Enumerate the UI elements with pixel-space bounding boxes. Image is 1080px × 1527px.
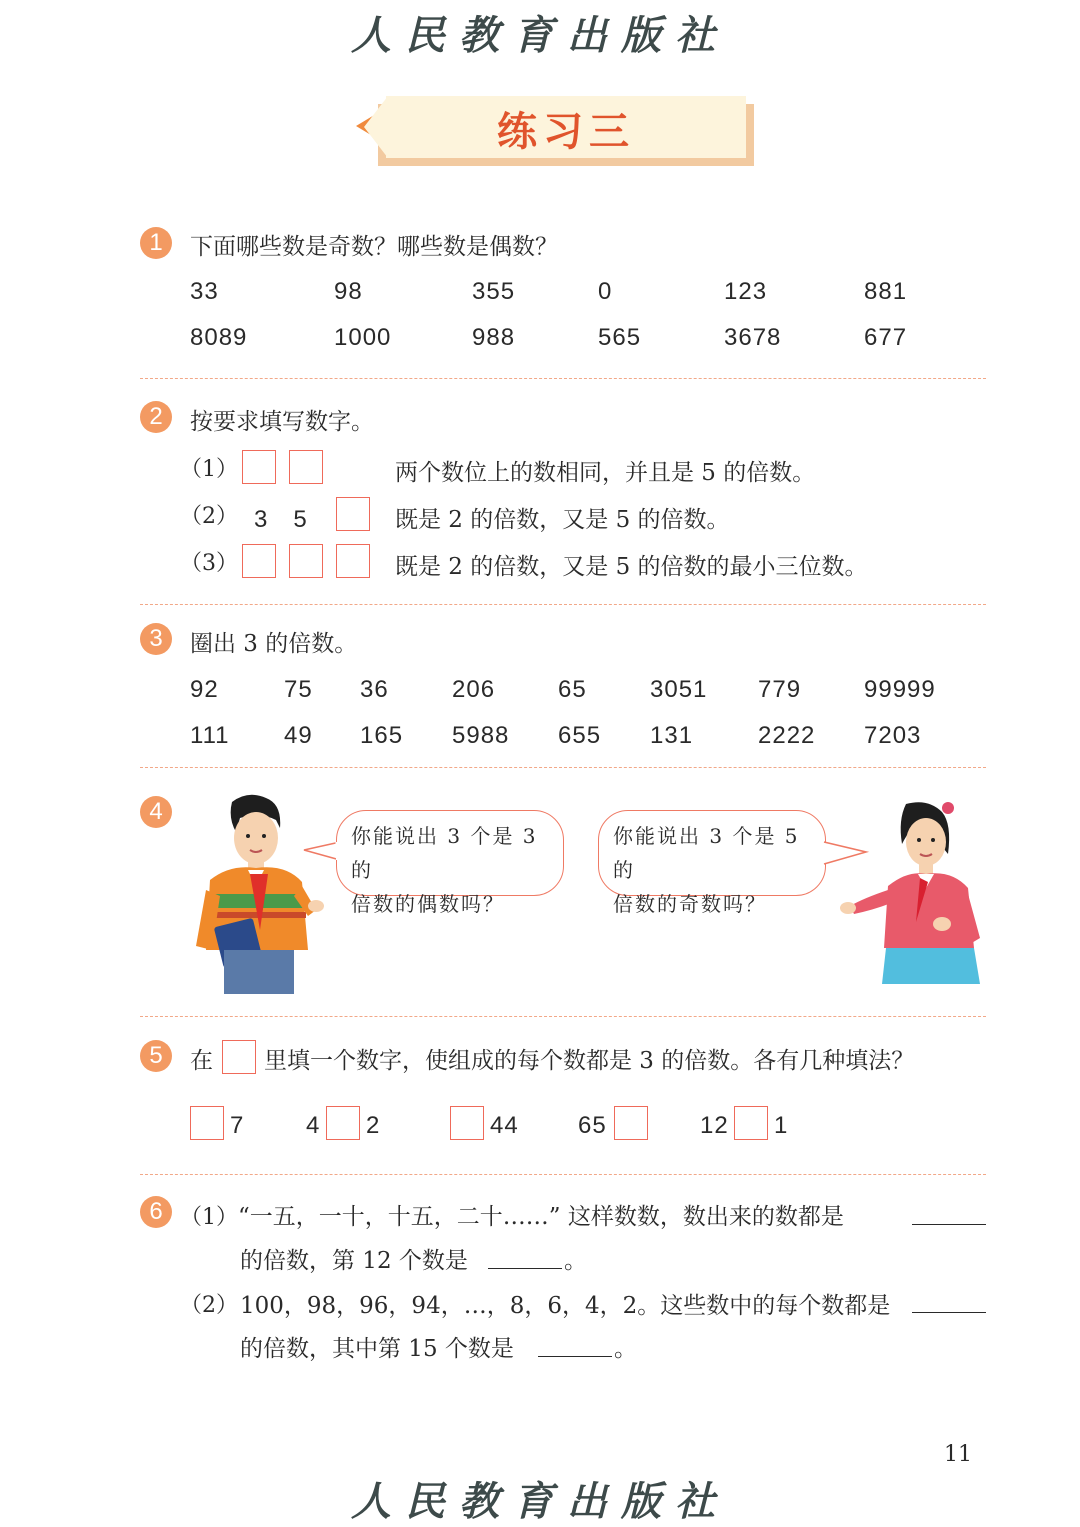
answer-box[interactable] bbox=[734, 1106, 768, 1140]
page-title: 练习三 bbox=[497, 108, 635, 155]
question-badge-6: 6 bbox=[140, 1196, 172, 1228]
answer-blank[interactable] bbox=[912, 1224, 986, 1225]
q3-number[interactable]: 99999 bbox=[864, 676, 936, 703]
answer-box[interactable] bbox=[336, 497, 370, 531]
question-badge-2: 2 bbox=[140, 401, 172, 433]
answer-blank[interactable] bbox=[912, 1312, 986, 1313]
q3-number[interactable]: 75 bbox=[284, 676, 313, 703]
bubble-line: 你能说出 3 个是 5 的 bbox=[613, 824, 800, 882]
bubble-line: 你能说出 3 个是 3 的 bbox=[351, 824, 538, 882]
number-part: 1 bbox=[774, 1112, 789, 1139]
section-divider bbox=[140, 604, 986, 605]
q6-part1-line1: “一五，一十，十五，二十……” 这样数数，数出来的数都是 bbox=[238, 1204, 844, 1230]
q3-number[interactable]: 131 bbox=[650, 722, 694, 749]
q1-number: 881 bbox=[864, 278, 908, 305]
q1-number: 988 bbox=[472, 324, 516, 351]
section-divider bbox=[140, 1016, 986, 1017]
q6-part1-line2: 的倍数，第 12 个数是 bbox=[240, 1248, 468, 1274]
given-digits: 3 5 bbox=[254, 506, 308, 533]
item-label: （2） bbox=[180, 1293, 238, 1318]
number-part: 7 bbox=[230, 1112, 245, 1139]
q3-number[interactable]: 92 bbox=[190, 676, 219, 703]
bubble-line: 倍数的偶数吗？ bbox=[351, 892, 505, 916]
q1-number: 33 bbox=[190, 278, 219, 305]
question-badge-5: 5 bbox=[140, 1040, 172, 1072]
item-label: （1） bbox=[180, 457, 238, 482]
number-part: 44 bbox=[490, 1112, 519, 1139]
q3-number[interactable]: 3051 bbox=[650, 676, 708, 703]
number-part: 2 bbox=[366, 1112, 381, 1139]
answer-box[interactable] bbox=[242, 450, 276, 484]
q1-number: 677 bbox=[864, 324, 908, 351]
answer-blank[interactable] bbox=[538, 1356, 612, 1357]
q3-number[interactable]: 779 bbox=[758, 676, 802, 703]
q1-number: 355 bbox=[472, 278, 516, 305]
publisher-header: 人民教育出版社 bbox=[351, 12, 729, 59]
q1-number: 8089 bbox=[190, 324, 248, 351]
question-2-text: 按要求填写数字。 bbox=[190, 409, 374, 435]
q3-number[interactable]: 206 bbox=[452, 676, 496, 703]
girl-speech-bubble bbox=[598, 810, 826, 916]
boy-speech-bubble bbox=[336, 810, 564, 916]
q3-number[interactable]: 111 bbox=[190, 722, 230, 749]
number-part: 4 bbox=[306, 1112, 321, 1139]
q6-part2-end: 。 bbox=[614, 1336, 637, 1362]
answer-box[interactable] bbox=[190, 1106, 224, 1140]
q3-number[interactable]: 165 bbox=[360, 722, 404, 749]
q3-number[interactable]: 36 bbox=[360, 676, 389, 703]
question-badge-1: 1 bbox=[140, 227, 172, 259]
item-description: 两个数位上的数相同，并且是 5 的倍数。 bbox=[395, 460, 816, 486]
example-box bbox=[222, 1040, 256, 1074]
section-divider bbox=[140, 378, 986, 379]
q1-number: 123 bbox=[724, 278, 768, 305]
section-divider bbox=[140, 767, 986, 768]
answer-box[interactable] bbox=[242, 544, 276, 578]
question-1-text: 下面哪些数是奇数？哪些数是偶数？ bbox=[190, 234, 558, 260]
question-5-text-before: 在 bbox=[190, 1048, 213, 1074]
question-5-text-after: 里填一个数字，使组成的每个数都是 3 的倍数。各有几种填法？ bbox=[264, 1048, 915, 1074]
bubble-line: 倍数的奇数吗？ bbox=[613, 892, 767, 916]
q6-part2-line1: 100，98，96，94，…，8，6，4，2。这些数中的每个数都是 bbox=[240, 1293, 891, 1319]
q6-part1-end: 。 bbox=[564, 1248, 587, 1274]
q1-number: 0 bbox=[598, 278, 613, 305]
q3-number[interactable]: 5988 bbox=[452, 722, 510, 749]
q3-number[interactable]: 7203 bbox=[864, 722, 922, 749]
question-badge-3: 3 bbox=[140, 623, 172, 655]
number-part: 65 bbox=[578, 1112, 607, 1139]
q1-number: 1000 bbox=[334, 324, 392, 351]
answer-box[interactable] bbox=[326, 1106, 360, 1140]
question-3-text: 圈出 3 的倍数。 bbox=[190, 631, 358, 657]
item-label: （3） bbox=[180, 551, 238, 576]
publisher-footer: 人民教育出版社 bbox=[351, 1478, 729, 1525]
number-part: 12 bbox=[700, 1112, 729, 1139]
answer-box[interactable] bbox=[289, 450, 323, 484]
item-description: 既是 2 的倍数，又是 5 的倍数。 bbox=[395, 507, 730, 533]
item-description: 既是 2 的倍数，又是 5 的倍数的最小三位数。 bbox=[395, 554, 868, 580]
girl-illustration bbox=[824, 798, 984, 990]
answer-blank[interactable] bbox=[488, 1268, 562, 1269]
page-number: 11 bbox=[944, 1442, 972, 1467]
q1-number: 565 bbox=[598, 324, 642, 351]
answer-box[interactable] bbox=[289, 544, 323, 578]
question-badge-4: 4 bbox=[140, 796, 172, 828]
title-banner bbox=[356, 96, 754, 166]
answer-box[interactable] bbox=[450, 1106, 484, 1140]
q3-number[interactable]: 2222 bbox=[758, 722, 816, 749]
item-label: （2） bbox=[180, 504, 238, 529]
answer-box[interactable] bbox=[614, 1106, 648, 1140]
q6-part2-line2: 的倍数，其中第 15 个数是 bbox=[240, 1336, 514, 1362]
q3-number[interactable]: 49 bbox=[284, 722, 313, 749]
q3-number[interactable]: 65 bbox=[558, 676, 587, 703]
q1-number: 98 bbox=[334, 278, 363, 305]
section-divider bbox=[140, 1174, 986, 1175]
q1-number: 3678 bbox=[724, 324, 782, 351]
answer-box[interactable] bbox=[336, 544, 370, 578]
item-label: （1） bbox=[180, 1205, 238, 1230]
q3-number[interactable]: 655 bbox=[558, 722, 602, 749]
